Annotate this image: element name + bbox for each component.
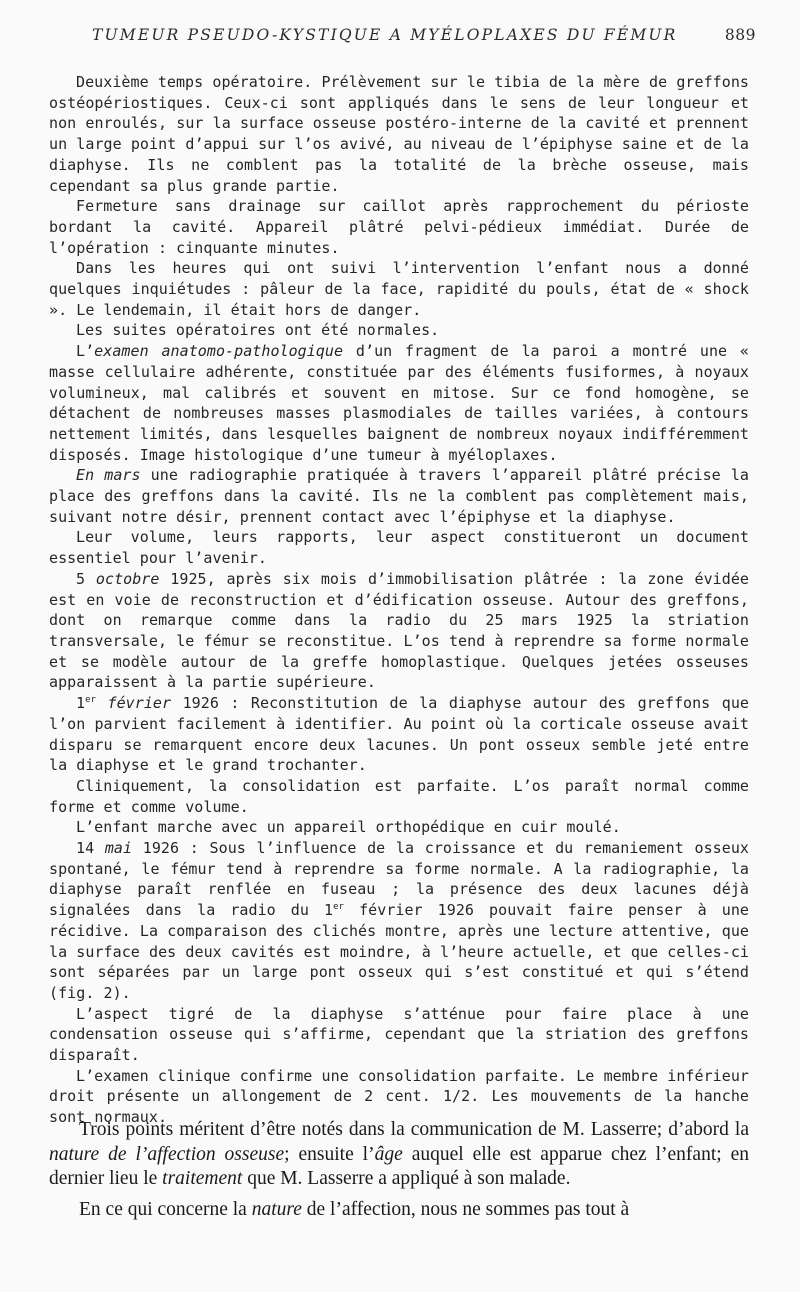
- text-run-italic: nature: [251, 1198, 302, 1220]
- paragraph: [49, 341, 749, 465]
- text-run: 5: [76, 569, 96, 588]
- paragraph: [49, 196, 749, 258]
- paragraph: [49, 776, 749, 817]
- text-run: 14: [76, 839, 105, 858]
- text-run-italic: nature de l’affection osseuse: [49, 1143, 285, 1165]
- page-number: 889: [724, 26, 756, 44]
- text-run: Fermeture sans drainage sur caillot après rapprochement du périoste bordant la cavité. Appareil plâtré pelvi-pédieux immédiat. Durée de l’opération : cinquante minutes.: [49, 197, 749, 257]
- text-run: février 1926 pouvait faire penser à une récidive. La comparaison des clichés montre, après une lecture attentive, que la surface des deux cavités est moindre, à l’heure actuelle, et que celles-ci sont séparées par un large pont osseux qui s’est constitué et qui s’étend (fig. 2).: [49, 901, 750, 1002]
- paragraph: [49, 72, 749, 196]
- paragraph: [49, 1004, 749, 1066]
- paragraph: [49, 1198, 749, 1223]
- text-run: 1925, après six mois d’immobilisation plâtrée : la zone évidée est en voie de reconstruction et d’édification osseuse. Autour des greffons, dont on remarque comme dans la radio du 25 mars 1925 la striation transversale, le fémur se reconstitue. L’os tend à reprendre sa forme normale et se modèle autour de la greffe homoplastique. Quelques jetées osseuses apparaissent à la partie supérieure.: [49, 569, 749, 692]
- text-run: 1926 : Reconstitution de la diaphyse autour des greffons que l’on parvient facilement à identifier. Au point où la corticale osseuse avait disparu se remarquent encore deux lacunes. Un pont osseux semble jeté entre la diaphyse et le grand trochanter.: [49, 694, 749, 775]
- text-run: de l’affection, nous ne sommes pas tout à: [301, 1198, 630, 1220]
- running-title: TUMEUR PSEUDO-KYSTIQUE A MYÉLOPLAXES DU FÉMUR: [92, 26, 678, 44]
- running-header: [92, 26, 756, 50]
- paragraph: [49, 320, 749, 341]
- text-run: d’un fragment de la paroi a montré une « masse cellulaire adhérente, constituée par des éléments fusiformes, à noyaux volumineux, mal calibrés et souvent en mitose. Sur ce fond homogène, se détachent de nombreuses masses plasmodiales de tailles variées, à contours nettement limités, dans lesquelles baignent de nombreux noyaux indifféremment disposés. Image histologique d’une tumeur à myéloplaxes.: [49, 342, 749, 464]
- text-run: L’enfant marche avec un appareil orthopédique en cuir moulé.: [76, 818, 621, 837]
- text-run-italic: février: [107, 694, 172, 713]
- paragraph: [49, 1118, 749, 1192]
- superscript: er: [333, 902, 345, 913]
- paragraph: [49, 569, 749, 693]
- text-run-italic: octobre: [95, 569, 160, 588]
- superscript: er: [85, 695, 97, 706]
- text-run: Dans les heures qui ont suivi l’intervention l’enfant nous a donné quelques inquiétudes : pâleur de la face, rapidité du pouls, état de « shock ». Le lendemain, il était hors de danger.: [49, 259, 749, 319]
- paragraph: [49, 527, 749, 568]
- commentary-text: [49, 1118, 749, 1228]
- text-run-italic: traitement: [162, 1168, 243, 1189]
- case-report-text: [49, 72, 749, 1128]
- text-run: que M. Lasserre a appliqué à son malade.: [242, 1168, 571, 1189]
- text-run: L’examen clinique confirme une consolidation parfaite. Le membre inférieur droit présente un allongement de 2 cent. 1/2. Les mouvements de la hanche sont normaux.: [49, 1066, 749, 1127]
- paragraph: [49, 693, 749, 776]
- text-run: En ce qui concerne la: [79, 1198, 252, 1220]
- text-run: Les suites opératoires ont été normales.: [76, 321, 440, 340]
- text-run: ; ensuite l’: [284, 1143, 375, 1165]
- text-run-italic: En mars: [76, 466, 141, 485]
- paragraph: [49, 838, 749, 1004]
- text-run: 1926 : Sous l’influence de la croissance et du remaniement osseux spontané, le fémur tend à reprendre sa forme normale. A la radiographie, la diaphyse paraît renflée en fuseau ; la présence des deux lacunes déjà signalées dans la radio du 1: [49, 839, 749, 920]
- text-run: Leur volume, leurs rapports, leur aspect constitueront un document essentiel pour l’avenir.: [49, 528, 749, 568]
- text-run: L’aspect tigré de la diaphyse s’atténue pour faire place à une condensation osseuse qui s’affirme, cependant que la striation des greffons disparaît.: [49, 1004, 749, 1065]
- text-run: L’: [76, 342, 95, 361]
- text-run: Cliniquement, la consolidation est parfaite. L’os paraît normal comme forme et comme volume.: [49, 776, 749, 816]
- paragraph: [49, 817, 749, 838]
- text-run-italic: mai: [104, 839, 133, 858]
- text-run-italic: âge: [374, 1143, 403, 1165]
- text-run: auquel elle est apparue chez l’enfant; en dernier lieu le: [49, 1143, 749, 1189]
- text-run: Trois points méritent d’être notés dans la communication de M. Lasserre; d’abord la: [79, 1119, 749, 1140]
- paragraph: [49, 465, 749, 527]
- text-run: [96, 694, 107, 712]
- text-run-italic: examen anatomo-pathologique: [94, 342, 344, 361]
- paragraph: [49, 258, 749, 320]
- text-run: une radiographie pratiquée à travers l’appareil plâtré précise la place des greffons dans la cavité. Ils ne la comblent pas complètement mais, suivant notre désir, prennent contact avec l’épiphyse et la diaphyse.: [49, 466, 749, 526]
- text-run: Deuxième temps opératoire. Prélèvement sur le tibia de la mère de greffons ostéopériostiques. Ceux-ci sont appliqués dans le sens de leur longueur et non enroulés, sur la surface osseuse postéro-interne de la cavité et prennent un large point d’appui sur l’os avivé, au niveau de l’épiphyse saine et de la diaphyse. Ils ne comblent pas la totalité de la brèche osseuse, mais cependant sa plus grande partie.: [49, 73, 749, 195]
- text-run: 1: [76, 694, 86, 713]
